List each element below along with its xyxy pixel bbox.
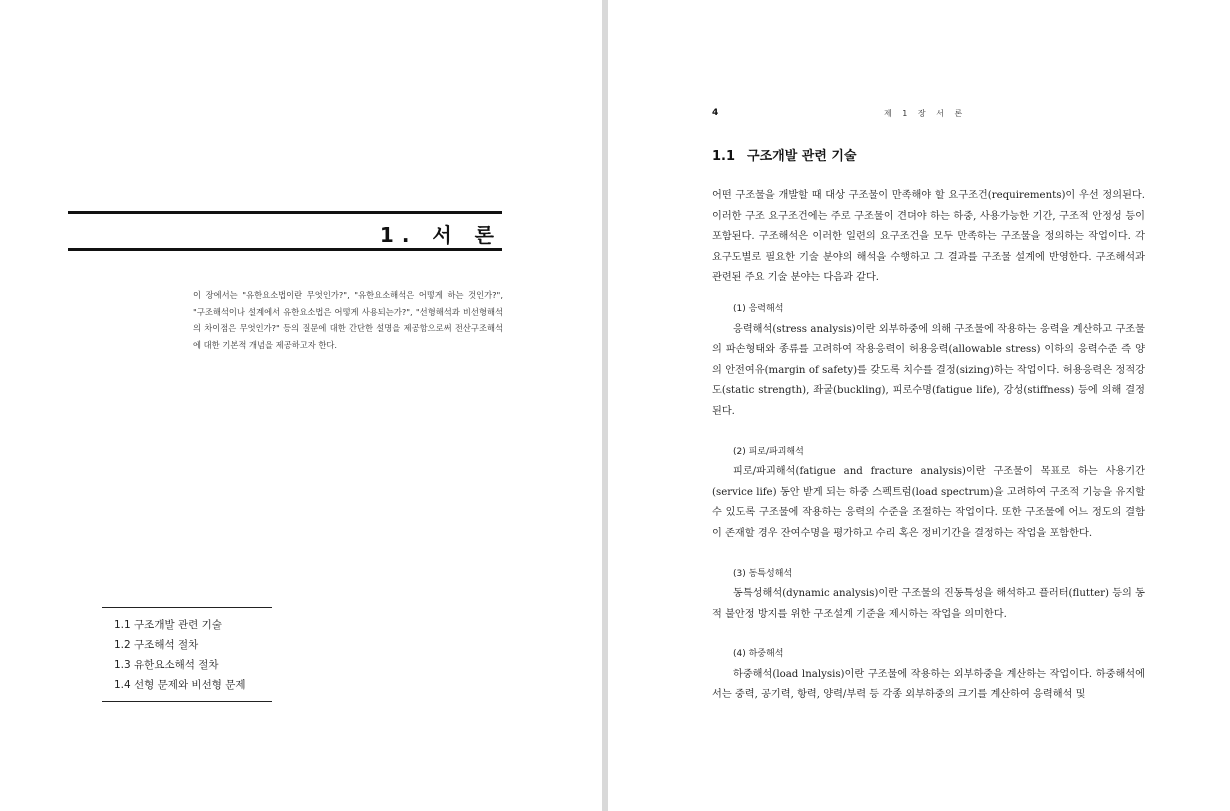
subsection-fatigue xyxy=(712,442,1145,545)
subsection-heading: (3) 동특성해석 xyxy=(733,568,793,579)
section-heading xyxy=(712,145,857,164)
subsection-dynamic xyxy=(712,564,1145,626)
subsection-load xyxy=(712,644,1145,706)
subsection-paragraph: 응력해석(stress analysis)이란 외부하중에 의해 구조물에 작용하는 응력을 계산하고 구조물의 파손형태와 종류를 고려하여 작용응력이 허용응력(allowable stress) 이하의 응력수준 즉 양의 안전여유(margin of safety)를 갖도록 치수를 결정(sizing)하는 작업이다. 허용응력은 정적강도(static strength), 좌굴(buckling), 피로수명(fatigue life), 강성(stiffness) 등에 의해 결정된다. xyxy=(712,323,1145,417)
subsection-heading: (4) 하중해석 xyxy=(733,649,784,660)
toc-item[interactable]: 1.2 구조해석 절차 xyxy=(114,639,199,651)
right-page xyxy=(608,0,1230,811)
subsection-paragraph: 하중해석(load lnalysis)이란 구조물에 작용하는 외부하중을 계산하는 작업이다. 하중해석에서는 중력, 공기력, 항력, 양력/부력 등 각종 외부하중의 크기를 계산하여 응력해석 및 xyxy=(712,668,1145,701)
body-text xyxy=(712,186,1145,706)
chapter-toc xyxy=(102,607,272,702)
left-page xyxy=(0,0,602,811)
chapter-title: 1. 서 론 xyxy=(379,223,502,247)
subsection-heading: (2) 피로/파괴해석 xyxy=(733,446,804,457)
subsection-paragraph: 동특성해석(dynamic analysis)이란 구조물의 진동특성을 해석하고 플러터(flutter) 등의 동적 불안정 방지를 위한 구조설계 기준을 제시하는 작업을 의미한다. xyxy=(712,588,1145,620)
chapter-rule-top xyxy=(68,211,502,214)
section-number: 1.1 xyxy=(712,149,736,164)
toc-item[interactable]: 1.1 구조개발 관련 기술 xyxy=(114,619,222,631)
chapter-rule-bottom xyxy=(68,248,502,251)
section-intro-paragraph: 어떤 구조물을 개발할 때 대상 구조물이 만족해야 할 요구조건(requirements)이 우선 정의된다. 이러한 구조 요구조건에는 주로 구조물이 견뎌야 하는 하중, 사용가능한 기간, 구조적 안정성 등이 포함된다. 구조해석은 이러한 일련의 요구조건을 모두 만족하는 구조물을 정의하는 작업이다. 각 요구도별로 필요한 기술 분야의 해석을 수행하고 그 결과를 구조물 설계에 반영한다. 구조해석과 관련된 주요 기술 분야는 다음과 같다. xyxy=(712,190,1145,284)
toc-item[interactable]: 1.4 선형 문제와 비선형 문제 xyxy=(114,679,246,691)
running-head: 제 1 장 서 론 xyxy=(884,109,967,118)
subsection-stress xyxy=(712,299,1145,423)
subsection-paragraph: 피로/파괴해석(fatigue and fracture analysis)이란 구조물이 목표로 하는 사용기간(service life) 동안 받게 되는 하중 스펙트럼(load spectrum)을 고려하여 구조적 기능을 유지할 수 있도록 구조물에 작용하는 응력의 수준을 조절하는 작업이다. 또한 구조물에 어느 정도의 결함이 존재할 경우 잔여수명을 평가하고 수리 혹은 정비기간을 결정하는 작업을 포함한다. xyxy=(712,466,1145,539)
section-title: 구조개발 관련 기술 xyxy=(747,149,857,164)
page-number: 4 xyxy=(712,108,719,118)
toc-item[interactable]: 1.3 유한요소해석 절차 xyxy=(114,659,219,671)
chapter-intro: 이 장에서는 "유한요소법이란 무엇인가?", "유한요소해석은 어떻게 하는 것인가?", "구조해석이나 설계에서 유한요소법은 어떻게 사용되는가?", "선형해석과 비선형해석의 차이점은 무엇인가?" 등의 질문에 대한 간단한 설명을 제공함으로써 전산구조해석에 대한 기본적 개념을 제공하고자 한다. xyxy=(193,290,503,350)
subsection-heading: (1) 응력해석 xyxy=(733,303,784,314)
